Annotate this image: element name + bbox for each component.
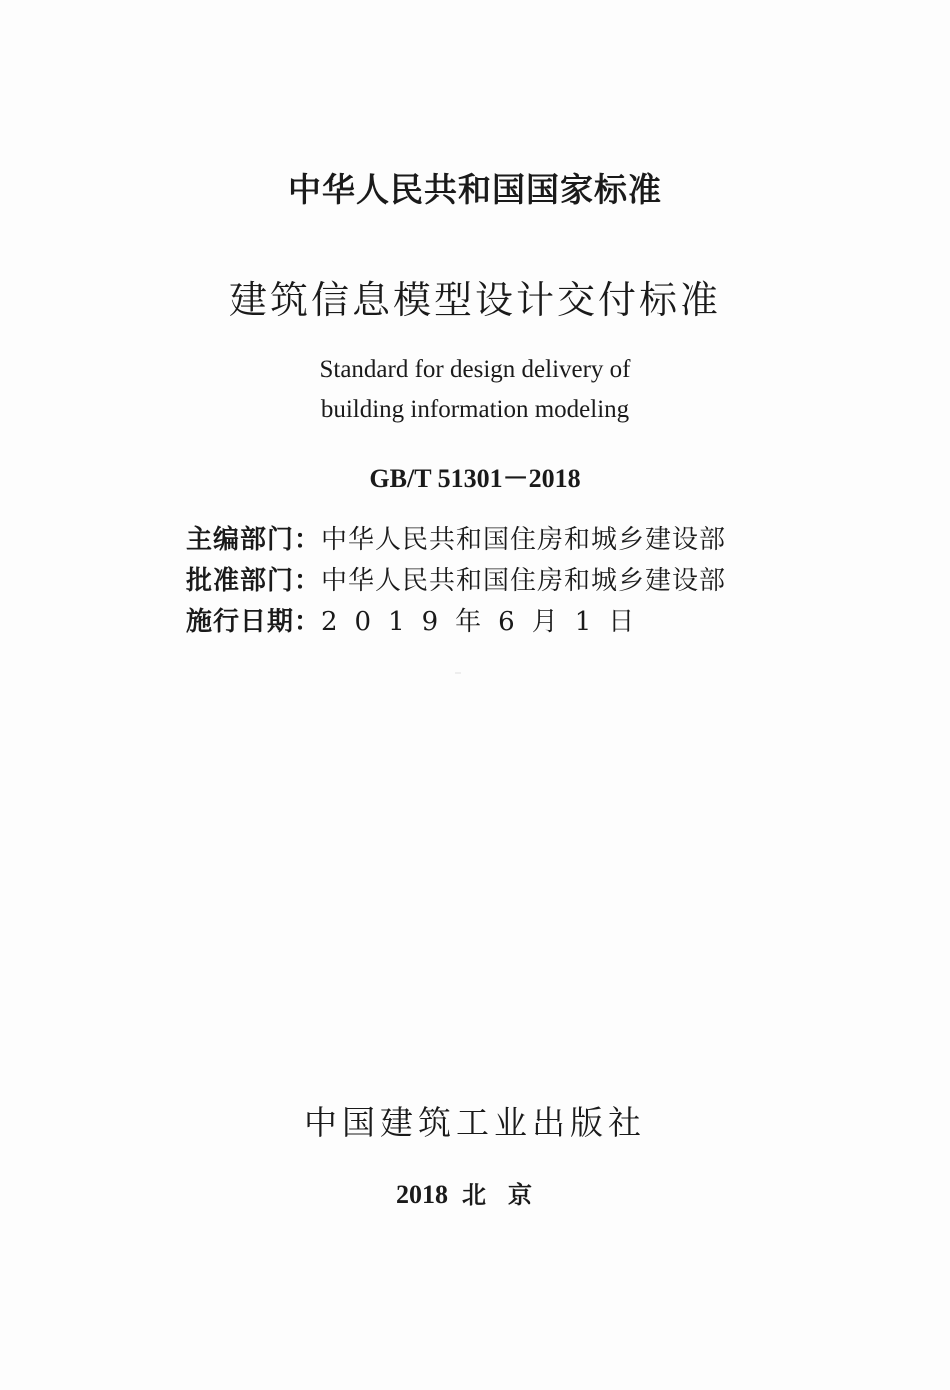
document-title-english-line-1: Standard for design delivery of [319, 356, 631, 383]
publication-city: 北京 [462, 1181, 554, 1209]
approval-department-value: 中华人民共和国住房和城乡建设部 [321, 566, 727, 596]
approval-department-label: 批准部门： [186, 566, 322, 596]
editor-department-row [186, 520, 786, 561]
effective-date-row [186, 602, 786, 643]
editor-department-value: 中华人民共和国住房和城乡建设部 [321, 525, 727, 555]
publisher-name: 中国建筑工业出版社 [304, 1103, 646, 1142]
document-title-chinese: 建筑信息模型设计交付标准 [228, 278, 721, 322]
approval-department-row [186, 561, 786, 602]
standard-code: GB/T 51301－2018 [369, 464, 581, 493]
editor-department-label: 主编部门： [186, 525, 322, 555]
effective-date-value: 2019年6月1日 [321, 607, 652, 637]
publication-year-and-city [0, 1178, 950, 1212]
publication-year: 2018 [396, 1180, 448, 1209]
scan-speck [455, 672, 461, 674]
effective-date-label: 施行日期： [186, 607, 322, 637]
document-title-english-line-2: building information modeling [320, 396, 630, 423]
series-title: 中华人民共和国国家标准 [288, 170, 662, 209]
issuance-info [186, 520, 786, 643]
